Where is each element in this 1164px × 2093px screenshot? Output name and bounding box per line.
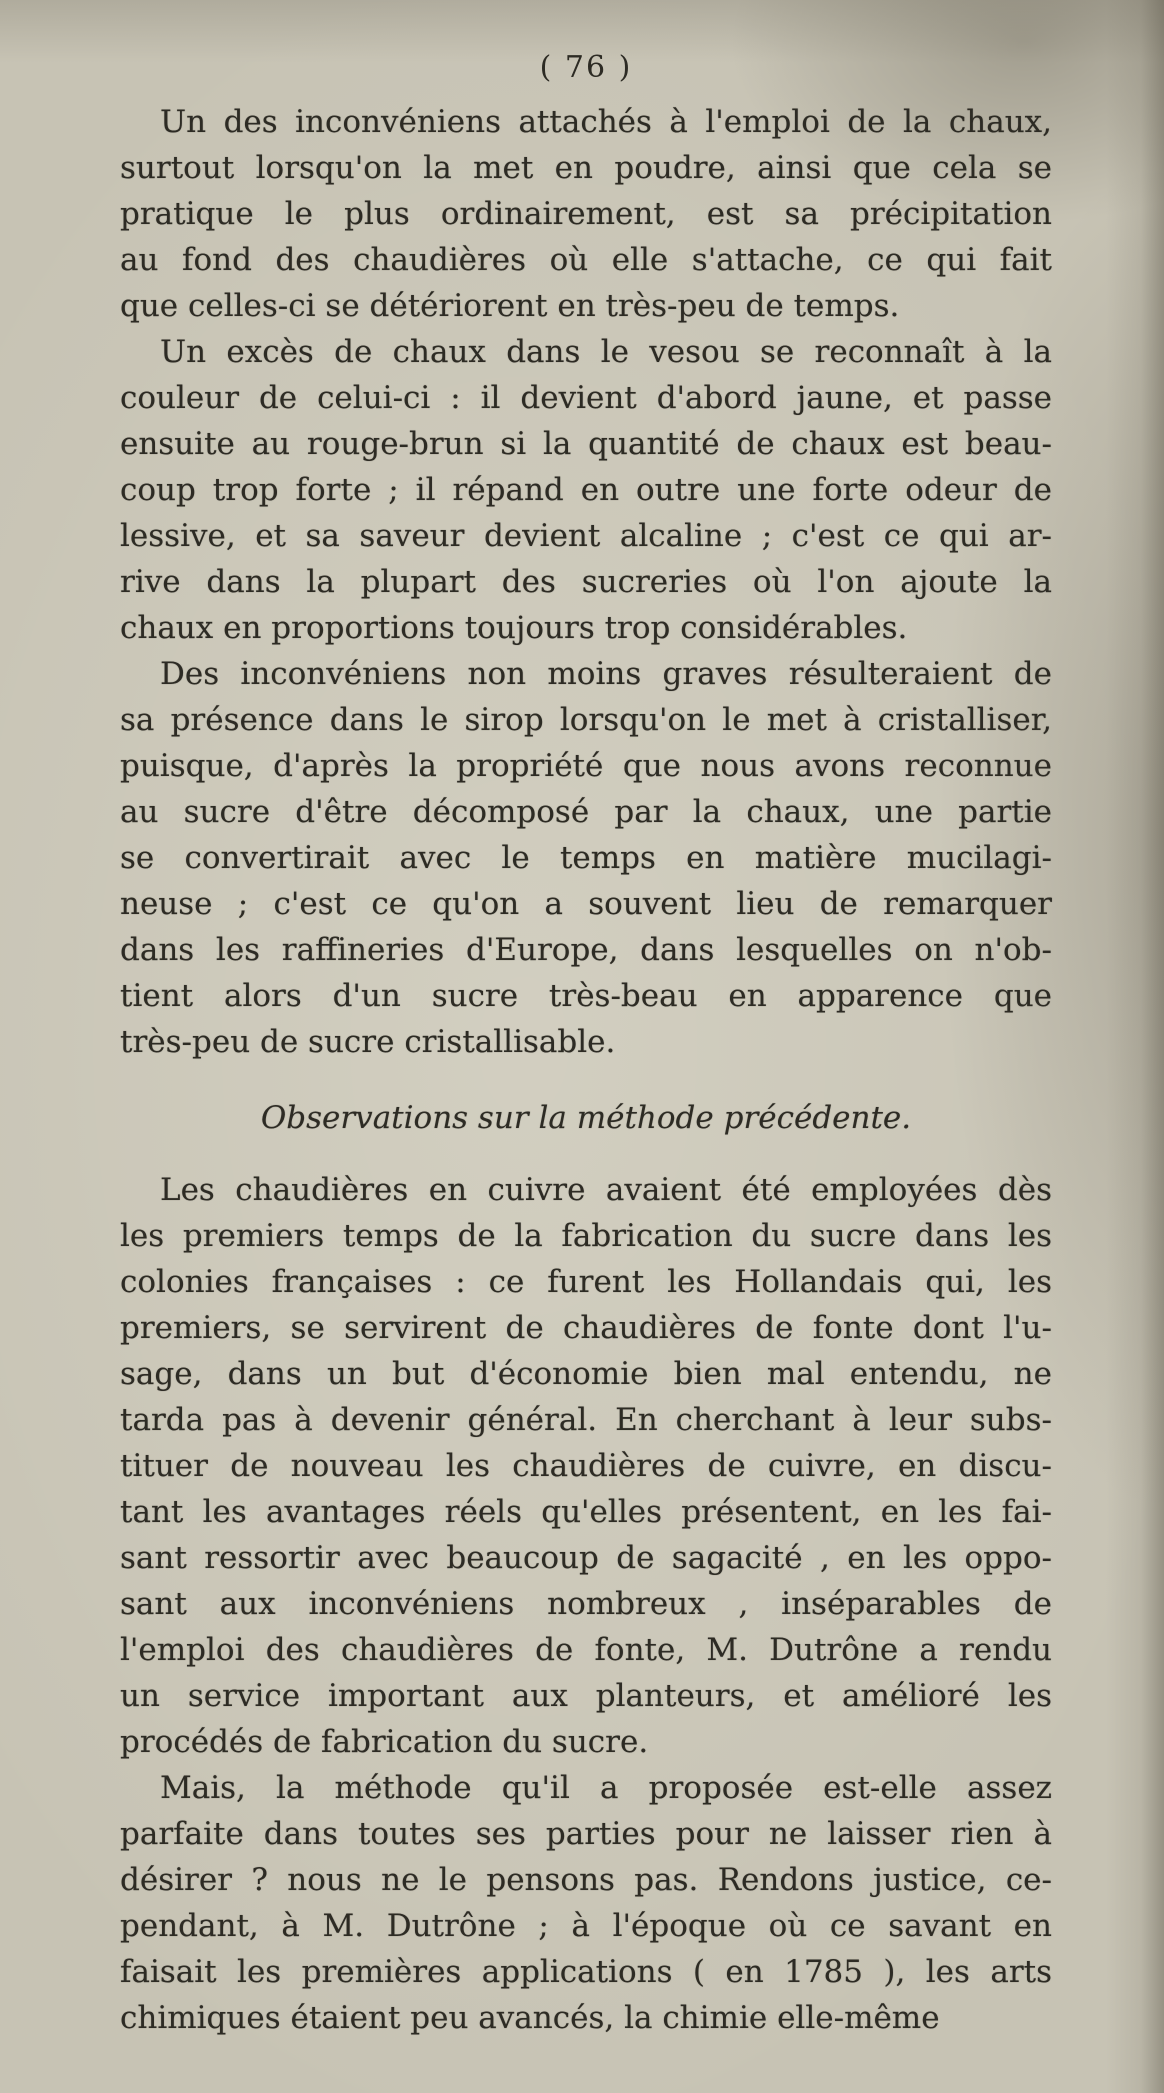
section-heading: Observations sur la méthode précédente.	[260, 1100, 912, 1136]
text-line: Un des inconvéniens attachés à l'emploi de la chaux,	[160, 104, 1052, 140]
text-line: parfaite dans toutes ses parties pour ne laisser rien à	[120, 1816, 1052, 1852]
text-line: au fond des chaudières où elle s'attache, ce qui fait	[120, 242, 1052, 278]
text-line: puisque, d'après la propriété que nous avons reconnue	[120, 748, 1052, 784]
text-line: colonies françaises : ce furent les Hollandais qui, les	[120, 1264, 1052, 1300]
paragraph	[120, 329, 1052, 651]
text-line: Des inconvéniens non moins graves résulteraient de	[160, 656, 1052, 692]
text-line: pendant, à M. Dutrône ; à l'époque où ce savant en	[120, 1908, 1052, 1944]
text-line: lessive, et sa saveur devient alcaline ; c'est ce qui ar-	[120, 518, 1052, 554]
text-line: que celles-ci se détériorent en très-peu de temps.	[120, 288, 900, 324]
text-line: les premiers temps de la fabrication du sucre dans les	[120, 1218, 1052, 1254]
text-line: premiers, se servirent de chaudières de fonte dont l'u-	[120, 1310, 1052, 1346]
text-line: désirer ? nous ne le pensons pas. Rendons justice, ce-	[120, 1862, 1052, 1898]
text-line: sage, dans un but d'économie bien mal entendu, ne	[120, 1356, 1052, 1392]
paragraph	[120, 651, 1052, 1065]
text-line: sa présence dans le sirop lorsqu'on le met à cristalliser,	[120, 702, 1052, 738]
paragraph	[120, 99, 1052, 329]
text-line: ensuite au rouge-brun si la quantité de chaux est beau-	[120, 426, 1052, 462]
text-line: sant aux inconvéniens nombreux , inséparables de	[120, 1586, 1052, 1622]
text-line: faisait les premières applications ( en 1785 ), les arts	[120, 1954, 1052, 1990]
paragraph	[120, 1765, 1052, 2041]
text-line: un service important aux planteurs, et amélioré les	[120, 1678, 1052, 1714]
text-line: couleur de celui-ci : il devient d'abord jaune, et passe	[120, 380, 1052, 416]
text-line: Mais, la méthode qu'il a proposée est-elle assez	[160, 1770, 1052, 1806]
text-line: tarda pas à devenir général. En cherchant à leur subs-	[120, 1402, 1052, 1438]
text-block	[120, 99, 1052, 2041]
text-line: l'emploi des chaudières de fonte, M. Dutrône a rendu	[120, 1632, 1052, 1668]
text-line: dans les raffineries d'Europe, dans lesquelles on n'ob-	[120, 932, 1052, 968]
text-line: tient alors d'un sucre très-beau en apparence que	[120, 978, 1052, 1014]
text-line: pratique le plus ordinairement, est sa précipitation	[120, 196, 1052, 232]
paragraph	[120, 1167, 1052, 1765]
text-line: rive dans la plupart des sucreries où l'on ajoute la	[120, 564, 1052, 600]
text-line: au sucre d'être décomposé par la chaux, une partie	[120, 794, 1052, 830]
text-line: tituer de nouveau les chaudières de cuivre, en discu-	[120, 1448, 1052, 1484]
text-line: se convertirait avec le temps en matière mucilagi-	[120, 840, 1052, 876]
text-line: coup trop forte ; il répand en outre une forte odeur de	[120, 472, 1052, 508]
text-line: surtout lorsqu'on la met en poudre, ainsi que cela se	[120, 150, 1052, 186]
text-line: procédés de fabrication du sucre.	[120, 1724, 649, 1760]
text-line: chaux en proportions toujours trop considérables.	[120, 610, 908, 646]
text-line: tant les avantages réels qu'elles présentent, en les fai-	[120, 1494, 1052, 1530]
text-line: neuse ; c'est ce qu'on a souvent lieu de remarquer	[120, 886, 1052, 922]
text-line: chimiques étaient peu avancés, la chimie elle-même	[120, 2000, 940, 2036]
text-line: sant ressortir avec beaucoup de sagacité , en les oppo-	[120, 1540, 1052, 1576]
text-line: très-peu de sucre cristallisable.	[120, 1024, 616, 1060]
text-line: Les chaudières en cuivre avaient été employées dès	[160, 1172, 1052, 1208]
page-number: ( 76 )	[539, 50, 633, 85]
text-line: Un excès de chaux dans le vesou se reconnaît à la	[160, 334, 1052, 370]
